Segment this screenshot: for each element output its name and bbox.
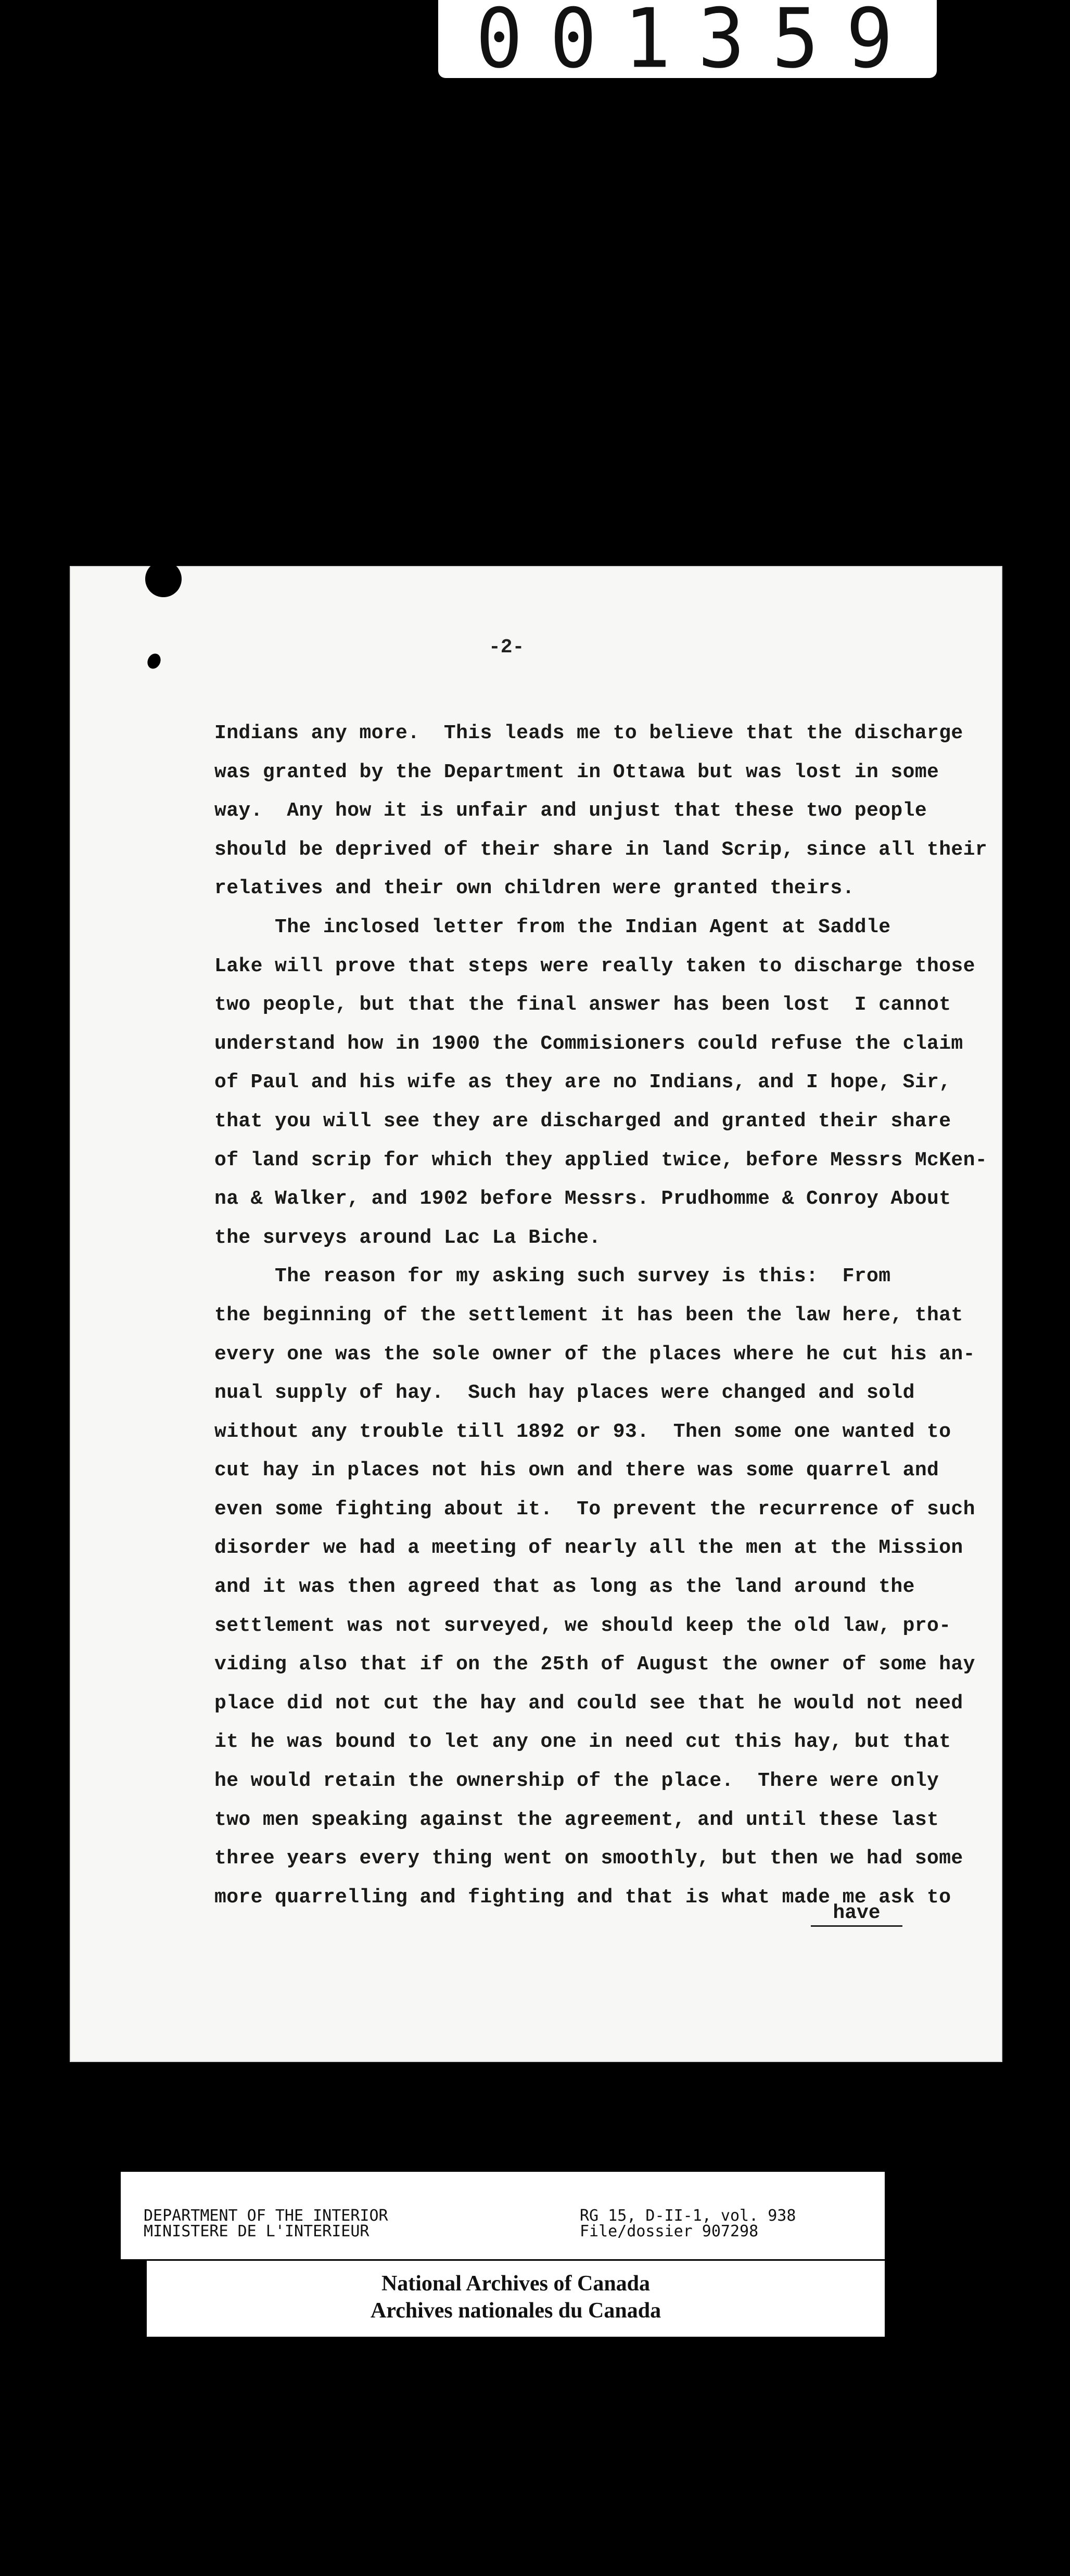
file-reference xyxy=(580,2208,796,2239)
department-label xyxy=(121,2172,885,2259)
text-line: and it was then agreed that as long as the land around the xyxy=(214,1576,915,1599)
text-line: three years every thing went on smoothly, but then we had some xyxy=(214,1847,963,1870)
frame-number: 001359 xyxy=(476,0,920,87)
text-line: it he was bound to let any one in need cut this hay, but that xyxy=(214,1731,951,1754)
text-line: of Paul and his wife as they are no Indians, and I hope, Sir, xyxy=(214,1071,951,1094)
text-line: even some fighting about it. To prevent the recurrence of such xyxy=(214,1498,975,1521)
text-line: The inclosed letter from the Indian Agent at Saddle xyxy=(214,916,891,938)
record-group-reference: RG 15, D-II-1, vol. 938 xyxy=(580,2207,796,2225)
text-line: was granted by the Department in Ottawa but was lost in some xyxy=(214,761,939,783)
text-line: more quarrelling and fighting and that is what made me ask to xyxy=(214,1886,951,1909)
archives-label xyxy=(147,2261,885,2337)
text-line: na & Walker, and 1902 before Messrs. Prudhomme & Conroy About xyxy=(214,1188,951,1210)
department-english: DEPARTMENT OF THE INTERIOR xyxy=(144,2207,388,2225)
text-line: should be deprived of their share in land Scrip, since all their xyxy=(214,838,988,861)
punch-hole xyxy=(145,561,182,597)
text-line: way. Any how it is unfair and unjust that these two people xyxy=(214,800,927,822)
department-french: MINISTERE DE L'INTERIEUR xyxy=(144,2222,370,2240)
text-line: that you will see they are discharged and granted their share xyxy=(214,1110,951,1132)
file-number: File/dossier 907298 xyxy=(580,2222,759,2240)
document-page xyxy=(70,566,1002,2062)
frame-number-label xyxy=(438,0,937,87)
text-line: viding also that if on the 25th of August the owner of some hay xyxy=(214,1653,975,1676)
department-names xyxy=(144,2208,388,2239)
text-line: of land scrip for which they applied twice, before Messrs McKen- xyxy=(214,1149,988,1171)
text-line: he would retain the ownership of the place. There were only xyxy=(214,1770,939,1793)
text-line: Lake will prove that steps were really taken to discharge those xyxy=(214,955,975,977)
archives-english: National Archives of Canada xyxy=(381,2272,651,2296)
text-line: place did not cut the hay and could see that he would not need xyxy=(214,1692,963,1715)
text-line: the surveys around Lac La Biche. xyxy=(214,1226,601,1249)
text-line: every one was the sole owner of the places where he cut his an- xyxy=(214,1343,975,1366)
text-line: understand how in 1900 the Commisioners could refuse the claim xyxy=(214,1032,963,1055)
text-line: the beginning of the settlement it has been the law here, that xyxy=(214,1304,963,1326)
text-line: nual supply of hay. Such hay places were changed and sold xyxy=(214,1382,915,1405)
text-line: disorder we had a meeting of nearly all the men at the Mission xyxy=(214,1537,963,1560)
page-number: -2- xyxy=(489,636,525,659)
text-line: two people, but that the final answer has been lost I cannot xyxy=(214,994,951,1016)
text-line: The reason for my asking such survey is this: From xyxy=(214,1265,891,1288)
ink-blot xyxy=(145,651,163,671)
archives-french: Archives nationales du Canada xyxy=(370,2299,661,2323)
catchword: have xyxy=(811,1902,902,1927)
text-line: two men speaking against the agreement, and until these last xyxy=(214,1808,939,1831)
text-line: relatives and their own children were granted theirs. xyxy=(214,877,855,900)
text-line: without any trouble till 1892 or 93. Then some one wanted to xyxy=(214,1420,951,1443)
text-line: cut hay in places not his own and there was some quarrel and xyxy=(214,1459,939,1482)
text-line: Indians any more. This leads me to believe that the discharge xyxy=(214,722,963,744)
letter-body xyxy=(214,714,1026,1917)
text-line: settlement was not surveyed, we should keep the old law, pro- xyxy=(214,1614,951,1637)
